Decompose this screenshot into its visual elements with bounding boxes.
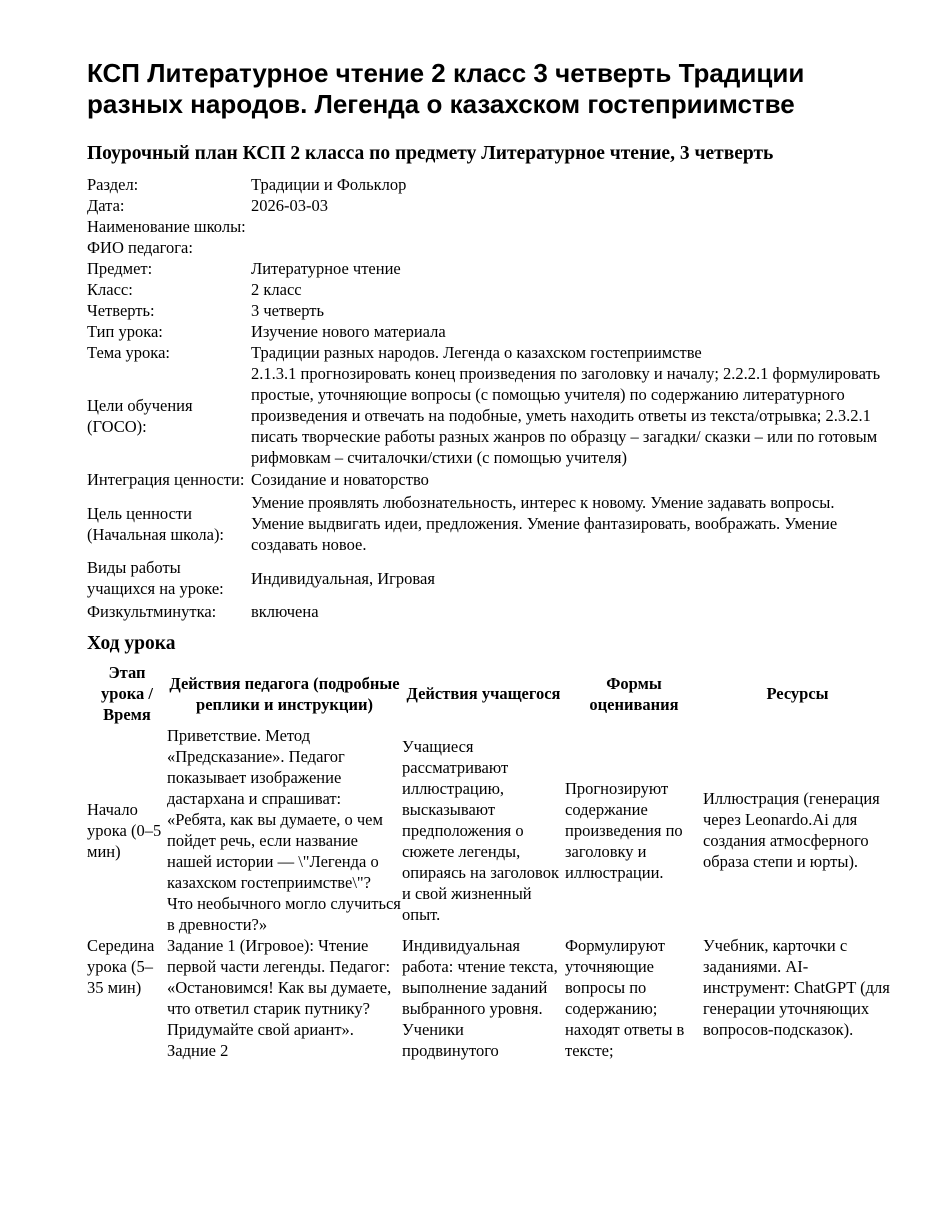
column-header: Формы оценивания <box>589 673 679 714</box>
info-value: 2026-03-03 <box>251 196 328 215</box>
info-value: Индивидуальная, Игровая <box>251 568 435 588</box>
info-value: включена <box>251 602 319 621</box>
column-header: Этап урока / Время <box>101 663 153 724</box>
info-label: Физкультминутка: <box>87 602 217 621</box>
info-value: Изучение нового материала <box>251 322 446 341</box>
info-value: Литературное чтение <box>251 259 401 278</box>
flow-cell-resources: Иллюстрация (генерация через Leonardo.Ai для создания атмосферного образа степи и юрты). <box>703 789 880 871</box>
info-label: Класс: <box>87 280 133 299</box>
info-label: ФИО педагога: <box>87 238 193 257</box>
info-label: Четверть: <box>87 301 155 320</box>
info-row <box>87 216 891 237</box>
column-header: Ресурсы <box>766 684 829 703</box>
info-label: Предмет: <box>87 259 153 278</box>
flow-cell-student: Учащиеся рассматривают иллюстрацию, высказывают предположения о сюжете легенды, опираясь на заголовок и свой жизненный опыт. <box>402 736 559 924</box>
flow-cell-teacher: Задание 1 (Игровое): Чтение первой части легенды. Педагог: «Остановимся! Как вы думаете, что ответил старик путнику? Придумайте свой ариант». Задние 2 <box>167 936 392 1060</box>
column-header: Действия учащегося <box>406 684 561 703</box>
column-header: Действия педагога (подробные реплики и инструкции) <box>169 673 400 714</box>
flow-cell-teacher: Приветствие. Метод «Предсказание». Педагог показывает изображение дастархана и спрашиват: «Ребята, как вы думаете, о чем пойдет речь, если название нашей истории — \"Легенда о казахском гостеприимстве\"? Что необычного могло случиться в древности?» <box>167 726 401 934</box>
flow-cell-assessment: Прогнозируют содержание произведения по заголовку и иллюстрации. <box>565 778 683 882</box>
info-label: Виды работы учащихся на уроке: <box>87 558 224 598</box>
flow-row <box>87 935 892 1061</box>
lesson-flow-table <box>87 662 892 1061</box>
info-row <box>87 258 891 279</box>
flow-table-header <box>87 662 892 725</box>
flow-cell-stage: Середина урока (5–35 мин) <box>87 936 155 997</box>
flow-cell-resources: Учебник, карточки с заданиями. AI-инструмент: ChatGPT (для генерации уточняющих вопросов-подсказок). <box>703 936 890 1039</box>
info-row <box>87 279 891 300</box>
document-title: КСП Литературное чтение 2 класс 3 четверть Традиции разных народов. Легенда о казахском гостеприимстве <box>87 58 805 119</box>
info-row <box>87 556 891 600</box>
info-row <box>87 491 891 556</box>
document-subtitle: Поурочный план КСП 2 класса по предмету Литературное чтение, 3 четверть <box>87 143 774 164</box>
flow-cell-assessment: Формулируют уточняющие вопросы по содержанию; находят ответы в тексте; <box>565 936 685 1060</box>
info-label: Раздел: <box>87 175 139 194</box>
info-label: Дата: <box>87 196 125 215</box>
info-value <box>251 216 891 237</box>
lesson-info-table <box>87 174 891 623</box>
info-row <box>87 237 891 258</box>
info-row <box>87 174 891 195</box>
info-label: Наименование школы: <box>87 217 246 236</box>
info-label: Тема урока: <box>87 343 170 362</box>
info-value: Умение проявлять любознательность, интерес к новому. Умение задавать вопросы. Умение выдвигать идеи, предложения. Умение фантазировать, воображать. Умение создавать новое. <box>251 493 838 554</box>
info-value: 2.1.3.1 прогнозировать конец произведения по заголовку и началу; 2.2.2.1 формулировать простые, уточняющие вопросы (с помощью учителя) по содержанию литературного произведения и отвечать на подобные, уметь находить ответы из текста/отрывка; 2.3.2.1 писать творческие работы разных жанров по образцу – загадки/ сказки – или по готовым рифмовкам – считалочки/стихи (с помощью учителя) <box>251 364 881 467</box>
document-page <box>87 58 892 1061</box>
info-label: Тип урока: <box>87 322 163 341</box>
info-label: Цели обучения (ГОСО): <box>87 395 193 436</box>
info-row <box>87 600 891 623</box>
flow-heading: Ход урока <box>87 633 176 654</box>
info-row <box>87 363 891 468</box>
info-label: Цель ценности (Начальная школа): <box>87 503 225 544</box>
info-value: 3 четверть <box>251 301 324 320</box>
info-row <box>87 468 891 491</box>
flow-row <box>87 725 892 935</box>
info-value: Традиции разных народов. Легенда о казахском гостеприимстве <box>251 343 702 362</box>
flow-cell-student: Индивидуальная работа: чтение текста, выполнение заданий выбранного уровня. Ученики продвинутого <box>402 936 558 1060</box>
info-row <box>87 300 891 321</box>
info-value: Традиции и Фольклор <box>251 175 407 194</box>
flow-cell-stage: Начало урока (0–5 мин) <box>87 799 162 861</box>
info-row <box>87 342 891 363</box>
info-label: Интеграция ценности: <box>87 470 245 489</box>
info-row <box>87 195 891 216</box>
info-row <box>87 321 891 342</box>
info-value: 2 класс <box>251 280 302 299</box>
info-value <box>251 237 891 258</box>
info-value: Созидание и новаторство <box>251 470 429 489</box>
